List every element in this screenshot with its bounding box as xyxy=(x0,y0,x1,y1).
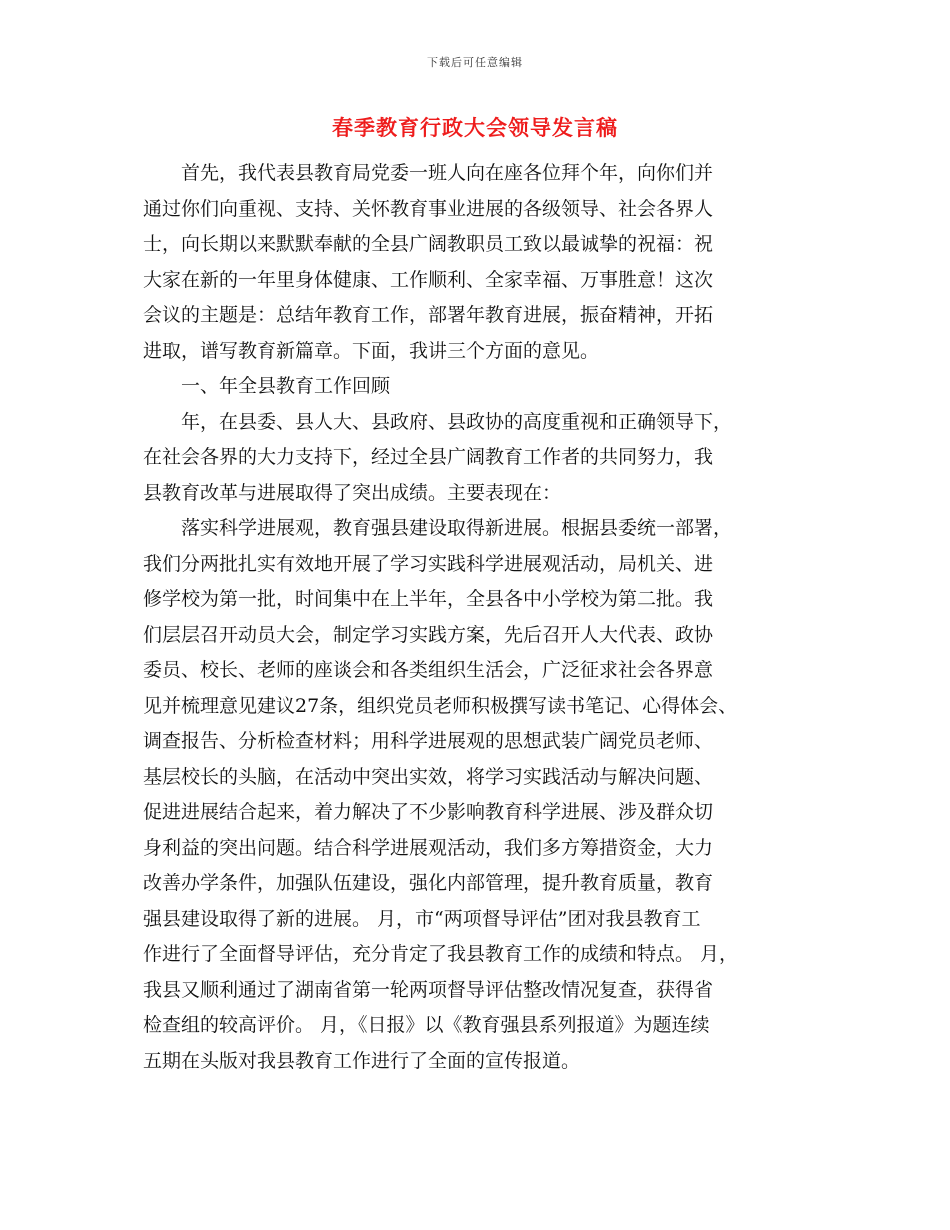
text-line: 身利益的突出问题。结合科学进展观活动，我们多方筹措资金，大力 xyxy=(143,836,714,859)
text-line: 们层层召开动员大会，制定学习实践方案，先后召开人大代表、政协 xyxy=(143,623,714,646)
text-line: 我县又顺利通过了湖南省第一轮两项督导评估整改情况复查，获得省 xyxy=(143,978,714,1001)
text-line: 强县建设取得了新的进展。 月，市“两项督导评估”团对我县教育工 xyxy=(143,907,701,930)
section-heading: 一、年全县教育工作回顾 xyxy=(143,375,391,397)
text-line: 检查组的较高评价。 月，《日报》以《教育强县系列报道》为题连续 xyxy=(143,1014,710,1036)
text-line: 进取，谱写教育新篇章。下面，我讲三个方面的意见。 xyxy=(143,339,600,362)
document-body xyxy=(143,156,823,1079)
header-note: 下载后可任意编辑 xyxy=(427,56,523,69)
text-line: 改善办学条件，加强队伍建设，强化内部管理，提升教育质量，教育 xyxy=(143,872,714,894)
text-line: 促进进展结合起来，着力解决了不少影响教育科学进展、涉及群众切 xyxy=(143,801,714,823)
text-line: 士，向长期以来默默奉献的全县广阔教职员工致以最诚挚的祝福：祝 xyxy=(143,233,714,255)
text-line: 修学校为第一批，时间集中在上半年，全县各中小学校为第二批。我 xyxy=(143,588,714,610)
text-line: 我们分两批扎实有效地开展了学习实践科学进展观活动，局机关、进 xyxy=(143,552,714,575)
text-line: 会议的主题是：总结年教育工作，部署年教育进展，振奋精神，开拓 xyxy=(143,304,714,326)
text-line: 作进行了全面督导评估，充分肯定了我县教育工作的成绩和特点。 月， xyxy=(143,943,739,965)
text-line: 通过你们向重视、支持、关怀教育事业进展的各级领导、社会各界人 xyxy=(143,197,714,220)
text-line: 落实科学进展观，教育强县建设取得新进展。根据县委统一部署， xyxy=(143,517,733,539)
text-line: 见并梳理意见建议27条，组织党员老师积极撰写读书笔记、心得体会、 xyxy=(143,694,738,717)
text-line: 大家在新的一年里身体健康、工作顺利、全家幸福、万事胜意！这次 xyxy=(143,268,714,291)
text-line: 五期在头版对我县教育工作进行了全面的宣传报道。 xyxy=(143,1049,581,1072)
text-line: 县教育改革与进展取得了突出成绩。主要表现在： xyxy=(143,481,562,504)
text-line: 委员、校长、老师的座谈会和各类组织生活会，广泛征求社会各界意 xyxy=(143,659,714,681)
document-title: 春季教育行政大会领导发言稿 xyxy=(332,115,618,140)
text-line: 年，在县委、县人大、县政府、县政协的高度重视和正确领导下， xyxy=(143,410,733,433)
text-line: 首先，我代表县教育局党委一班人向在座各位拜个年，向你们并 xyxy=(143,162,714,184)
text-line: 在社会各界的大力支持下，经过全县广阔教育工作者的共同努力，我 xyxy=(143,446,714,468)
text-line: 调查报告、分析检查材料；用科学进展观的思想武装广阔党员老师、 xyxy=(143,730,714,752)
text-line: 基层校长的头脑，在活动中突出实效，将学习实践活动与解决问题、 xyxy=(143,765,714,788)
